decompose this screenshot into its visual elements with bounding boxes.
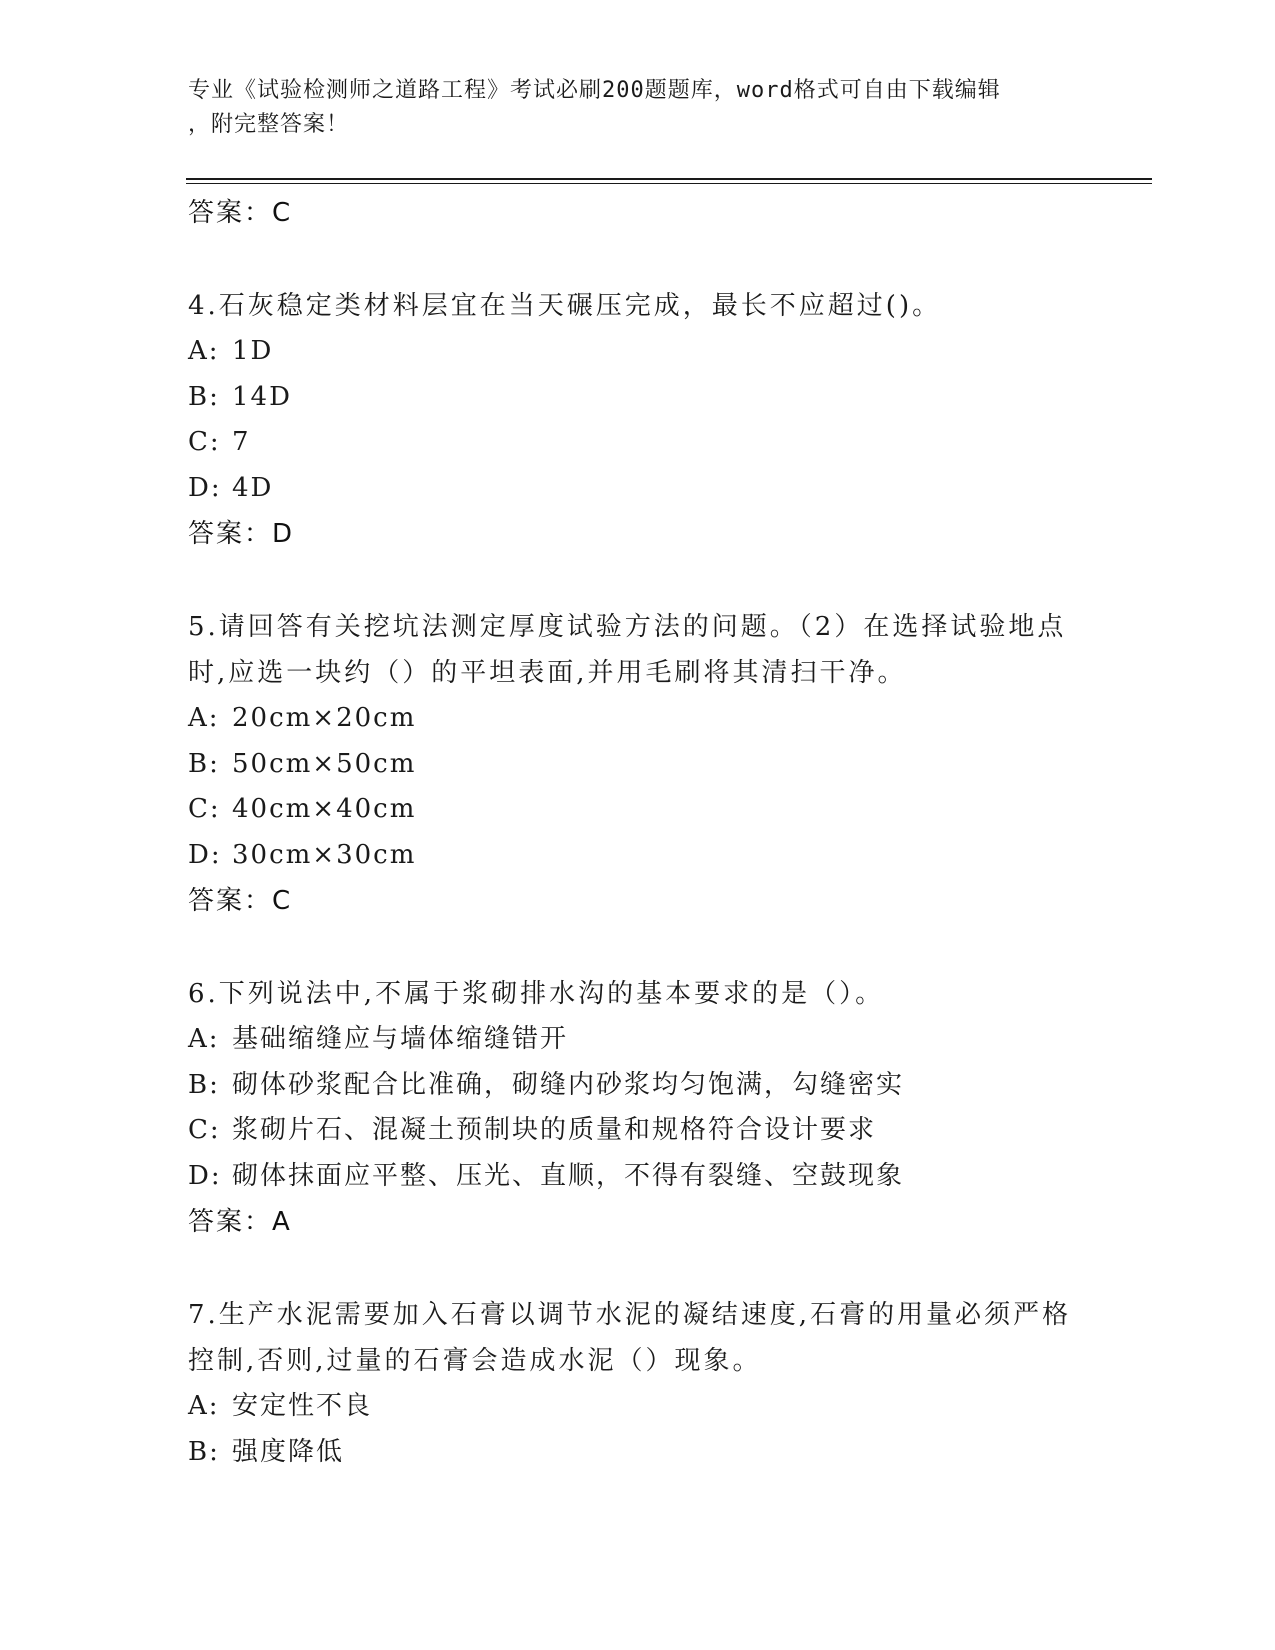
option-b (188, 1430, 1088, 1476)
question-text: 7.生产水泥需要加入石膏以调节水泥的凝结速度,石膏的用量必须严格控制,否则,过量的石膏会造成水泥（）现象。 (188, 1300, 1072, 1376)
answer-line: 答案：A (188, 1207, 292, 1237)
option-value: 40cm×40cm (232, 794, 417, 824)
option-key: B: (188, 381, 220, 412)
document-header (188, 74, 1068, 142)
question-4 (188, 283, 1088, 557)
option-a (188, 1017, 1088, 1063)
option-value: 基础缩缝应与墙体缩缝错开 (232, 1024, 569, 1054)
question-6 (188, 971, 1088, 1245)
answer-line: 答案：C (188, 198, 293, 228)
option-value: 14D (232, 381, 292, 412)
option-b (188, 1063, 1088, 1109)
option-value: 1D (232, 336, 274, 366)
option-c (188, 1108, 1088, 1154)
document-body (188, 190, 1088, 1475)
header-rule-thick (186, 178, 1152, 180)
option-key: D: (188, 472, 222, 503)
option-key: C: (188, 1115, 221, 1145)
option-key: B: (188, 1069, 220, 1100)
option-value: 强度降低 (232, 1436, 345, 1467)
option-key: A: (188, 1391, 220, 1421)
option-key: A: (188, 1024, 220, 1054)
option-value: 砌体砂浆配合比准确，砌缝内砂浆均匀饱满，勾缝密实 (232, 1069, 905, 1100)
header-line-2: ，附完整答案！ (188, 112, 350, 137)
option-a (188, 329, 1088, 375)
option-d (188, 1154, 1088, 1200)
option-key: D: (188, 1160, 222, 1191)
option-c (188, 787, 1088, 833)
answer-line: 答案：C (188, 886, 293, 916)
option-b (188, 375, 1088, 421)
question-text: 5.请回答有关挖坑法测定厚度试验方法的问题。（2）在选择试验地点时,应选一块约（）的平坦表面,并用毛刷将其清扫干净。 (188, 612, 1067, 688)
option-a (188, 1384, 1088, 1430)
question-5 (188, 604, 1088, 924)
option-key: B: (188, 1436, 220, 1467)
option-value: 砌体抹面应平整、压光、直顺，不得有裂缝、空鼓现象 (232, 1160, 905, 1191)
option-key: D: (188, 839, 222, 870)
option-c (188, 420, 1088, 466)
option-b (188, 742, 1088, 788)
option-key: A: (188, 703, 220, 733)
option-key: A: (188, 336, 220, 366)
option-key: C: (188, 794, 221, 824)
option-a (188, 696, 1088, 742)
option-d (188, 833, 1088, 879)
option-value: 7 (232, 427, 251, 457)
answer-line: 答案：D (188, 519, 295, 549)
question-text: 4.石灰稳定类材料层宜在当天碾压完成，最长不应超过()。 (188, 291, 942, 321)
option-d (188, 466, 1088, 512)
option-value: 50cm×50cm (232, 748, 417, 779)
option-value: 浆砌片石、混凝土预制块的质量和规格符合设计要求 (232, 1115, 877, 1145)
option-key: C: (188, 427, 221, 457)
option-value: 20cm×20cm (232, 703, 417, 733)
header-rule-thin (186, 183, 1152, 184)
header-line-1: 专业《试验检测师之道路工程》考试必刷200题题库，word格式可自由下载编辑 (188, 78, 1001, 103)
option-value: 4D (232, 472, 274, 503)
question-text: 6.下列说法中,不属于浆砌排水沟的基本要求的是（）。 (188, 979, 885, 1009)
option-value: 安定性不良 (232, 1391, 373, 1421)
option-key: B: (188, 748, 220, 779)
option-value: 30cm×30cm (232, 839, 417, 870)
question-7 (188, 1292, 1088, 1475)
